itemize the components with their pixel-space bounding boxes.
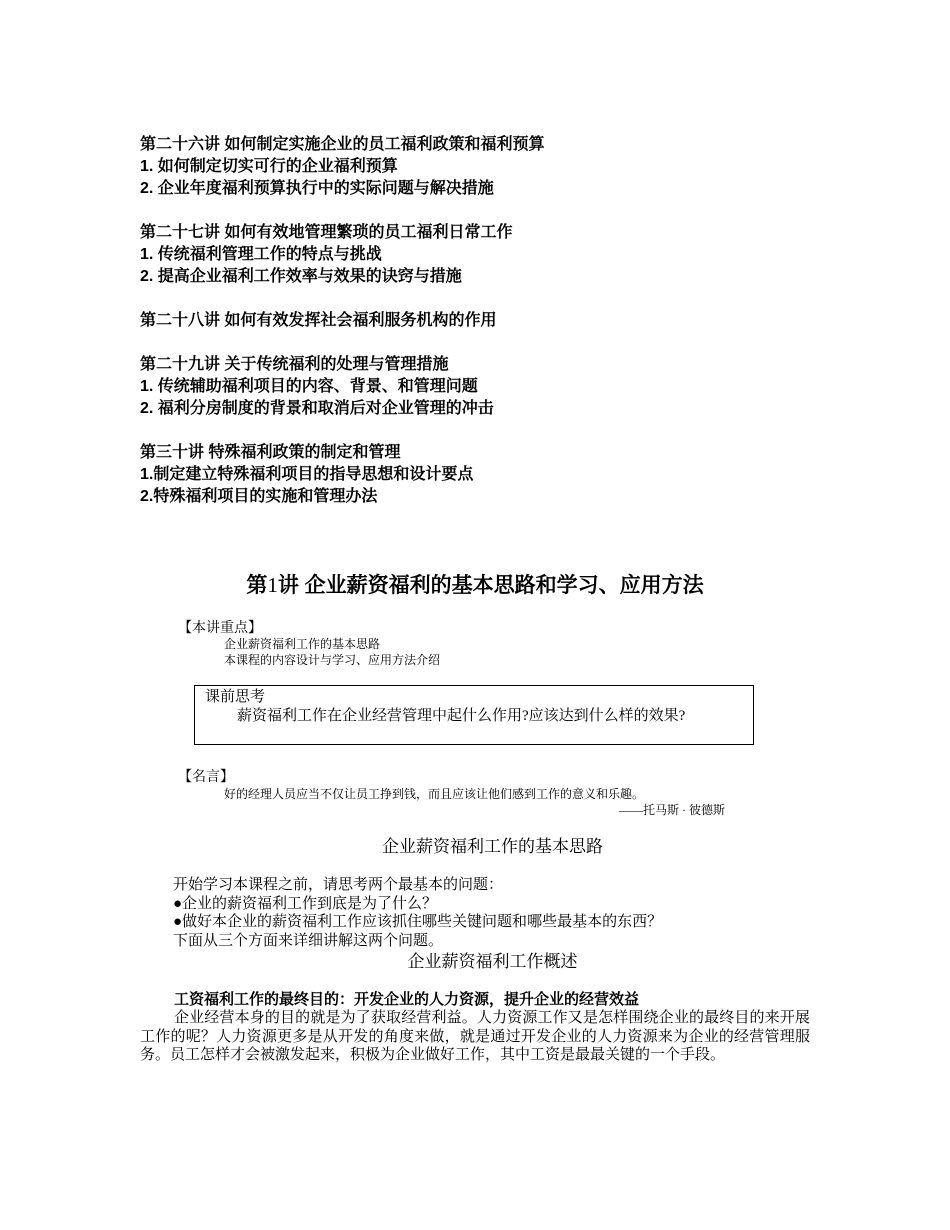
key-points-list: [224, 636, 440, 668]
pre-class-thinking-question: 薪资福利工作在企业经营管理中起什么作用?应该达到什么样的效果?: [237, 708, 686, 724]
toc-lecture-title: 第二十九讲 关于传统福利的处理与管理措施: [140, 356, 449, 373]
toc-item: 2. 提高企业福利工作效率与效果的诀窍与措施: [140, 268, 462, 285]
toc-item: 1. 传统辅助福利项目的内容、背景、和管理问题: [140, 378, 478, 395]
toc-lecture-title: 第二十七讲 如何有效地管理繁琐的员工福利日常工作: [140, 224, 513, 241]
toc-group: [140, 354, 840, 420]
toc-item: 1. 传统福利管理工作的特点与挑战: [140, 246, 382, 263]
toc-group: [140, 310, 840, 332]
intro-line: 开始学习本课程之前，请思考两个最基本的问题：: [173, 877, 504, 893]
intro-line: 下面从三个方面来详细讲解这两个问题。: [173, 932, 444, 949]
toc-item: 2. 企业年度福利预算执行中的实际问题与解决措施: [140, 180, 494, 197]
lecture-number: 1: [267, 573, 278, 597]
intro-bullet: ●企业的薪资福利工作到底是为了什么？: [173, 895, 438, 912]
intro-bullet: ●做好本企业的薪资福利工作应该抓住哪些关键问题和哪些最基本的东西？: [173, 914, 663, 930]
toc-item: 2.特殊福利项目的实施和管理办法: [140, 488, 378, 505]
lecture-title-text: 讲 企业薪资福利的基本思路和学习、应用方法: [277, 574, 704, 597]
pre-class-thinking-box: [194, 685, 754, 745]
bold-subheading: 工资福利工作的最终目的：开发企业的人力资源，提升企业的经营效益: [174, 991, 640, 1008]
lecture-title-prefix: 第: [246, 574, 268, 597]
key-point-item: 本课程的内容设计与学习、应用方法介绍: [224, 653, 441, 667]
toc-lecture-title: 第二十六讲 如何制定实施企业的员工福利政策和福利预算: [140, 136, 545, 153]
lecture-title: [0, 570, 950, 601]
motto-heading: 【名言】: [178, 768, 234, 784]
toc-lecture-title: 第三十讲 特殊福利政策的制定和管理: [140, 444, 401, 461]
toc-lecture-title: 第二十八讲 如何有效发挥社会福利服务机构的作用: [140, 312, 497, 329]
key-points-heading: 【本讲重点】: [178, 619, 262, 635]
section-heading-overview: 企业薪资福利工作概述: [407, 952, 578, 971]
toc-item: 2. 福利分房制度的背景和取消后对企业管理的冲击: [140, 400, 494, 417]
toc-item: 1. 如何制定切实可行的企业福利预算: [140, 158, 398, 175]
key-point-item: 企业薪资福利工作的基本思路: [224, 637, 381, 651]
lecture-outline: [140, 134, 840, 530]
toc-group: [140, 442, 840, 508]
pre-class-thinking-title: 课前思考: [205, 688, 266, 705]
section-heading-basic-approach: 企业薪资福利工作的基本思路: [382, 837, 603, 856]
toc-item: 1.制定建立特殊福利项目的指导思想和设计要点: [140, 466, 474, 483]
motto-text: 好的经理人员应当不仅让员工挣到钱，而且应该让他们感到工作的意义和乐趣。: [224, 787, 645, 801]
intro-lines: [173, 876, 662, 950]
motto-author: ——托马斯 · 彼德斯: [619, 803, 725, 817]
toc-group: [140, 134, 840, 200]
body-paragraph: 企业经营本身的目的就是为了获取经营利益。人力资源工作又是怎样围绕企业的最终目的来开展工作的呢？人力资源更多是从开发的角度来做，就是通过开发企业的人力资源来为企业的经营管理服务。员工怎样才会被激发起来，积极为企业做好工作，其中工资是最最关键的一个手段。: [140, 1010, 810, 1063]
toc-group: [140, 222, 840, 288]
